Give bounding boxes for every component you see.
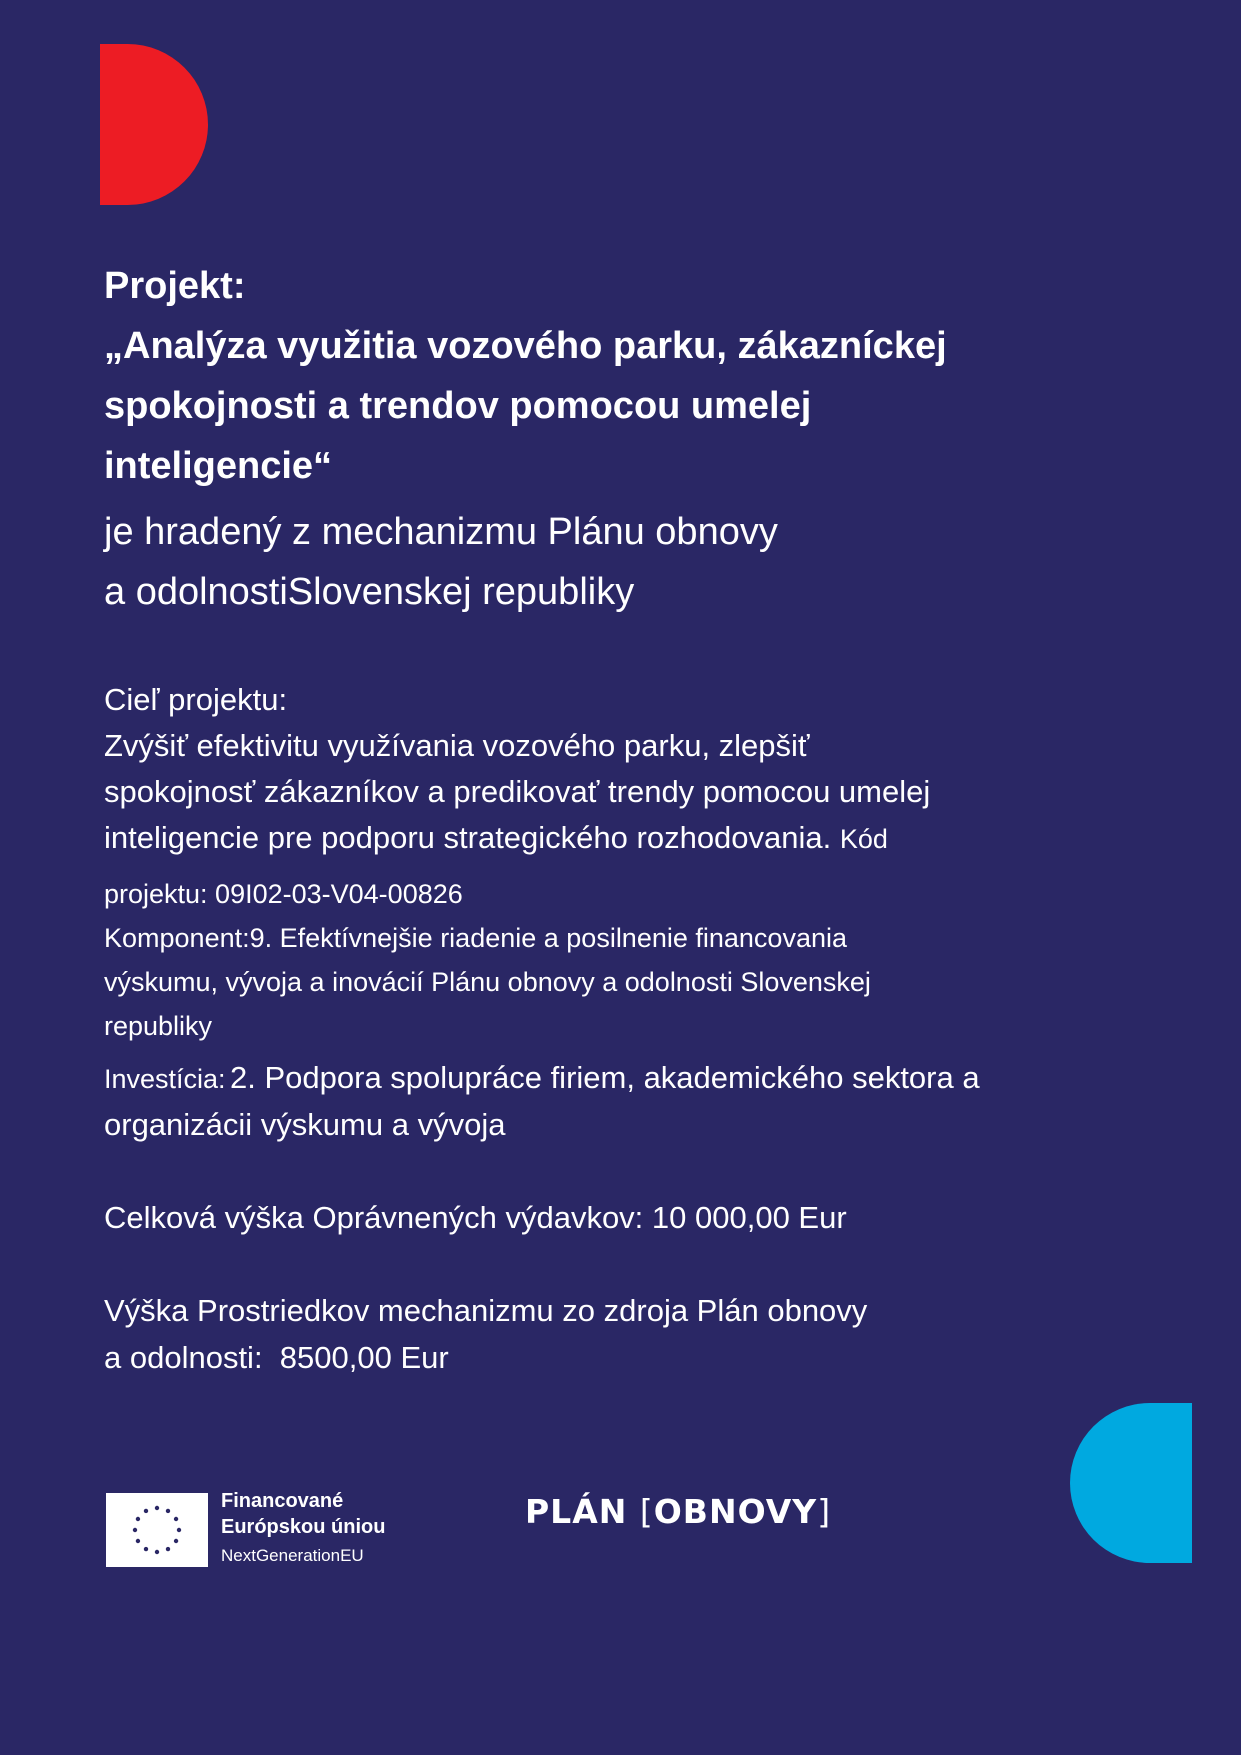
plan-logo-left: PLÁN [525, 1492, 628, 1531]
eu-star-icon [166, 1547, 170, 1551]
plan-obnovy-logo [525, 1492, 831, 1531]
project-title-line: „Analýza využitia vozového parku, zákazníckej [104, 325, 947, 367]
component-line: republiky [104, 1011, 213, 1041]
component-line: Komponent:9. Efektívnejšie riadenie a posilnenie financovania [104, 923, 847, 953]
investment-label: Investícia: [104, 1064, 226, 1094]
mechanism-line: a odolnosti: 8500,00 Eur [104, 1340, 449, 1375]
goal-line: Zvýšiť efektivitu využívania vozového parku, zlepšiť [104, 728, 810, 763]
goal-label: Cieľ projektu: [104, 682, 288, 717]
goal-line [104, 820, 888, 856]
code-label: Kód [839, 824, 888, 854]
eu-star-icon [174, 1517, 178, 1521]
eu-star-icon [136, 1539, 140, 1543]
eu-star-icon [136, 1517, 140, 1521]
mechanism-line: Výška Prostriedkov mechanizmu zo zdroja Plán obnovy [104, 1293, 868, 1328]
goal-line: spokojnosť zákazníkov a predikovať trendy pomocou umelej [104, 774, 931, 809]
goal-line-text: inteligencie pre podporu strategického rozhodovania. [104, 820, 832, 855]
eu-star-icon [155, 1506, 159, 1510]
eu-logo-text: Európskou úniou [221, 1516, 386, 1538]
project-code: projektu: 09I02-03-V04-00826 [104, 879, 463, 909]
eu-star-icon [177, 1528, 181, 1532]
eu-logo-text: NextGenerationEU [221, 1546, 364, 1565]
eu-logo-text: Financované [221, 1490, 344, 1512]
eu-star-icon [155, 1550, 159, 1554]
red-decorative-shape [100, 44, 208, 205]
project-title-line: inteligencie“ [104, 445, 333, 487]
eu-flag-logo [106, 1493, 208, 1567]
eu-star-icon [144, 1547, 148, 1551]
investment-text: 2. Podpora spolupráce firiem, akademického sektora a [230, 1060, 980, 1095]
total-expenses: Celková výška Oprávnených výdavkov: 10 000,00 Eur [104, 1200, 847, 1235]
eu-star-icon [166, 1509, 170, 1513]
project-label: Projekt: [104, 265, 246, 307]
funding-line: je hradený z mechanizmu Plánu obnovy [104, 511, 778, 553]
project-title-line: spokojnosti a trendov pomocou umelej [104, 385, 812, 427]
eu-star-icon [174, 1539, 178, 1543]
eu-star-icon [133, 1528, 137, 1532]
bracket-open-icon: [ [639, 1492, 654, 1531]
plan-logo-right: OBNOVY [653, 1492, 818, 1531]
investment-line: organizácii výskumu a vývoja [104, 1107, 506, 1142]
eu-star-icon [144, 1509, 148, 1513]
funding-line: a odolnostiSlovenskej republiky [104, 571, 635, 613]
blue-decorative-shape [1070, 1403, 1192, 1563]
investment-line [104, 1060, 980, 1096]
bracket-close-icon: ] [817, 1492, 832, 1531]
component-line: výskumu, vývoja a inovácií Plánu obnovy a odolnosti Slovenskej [104, 967, 871, 997]
